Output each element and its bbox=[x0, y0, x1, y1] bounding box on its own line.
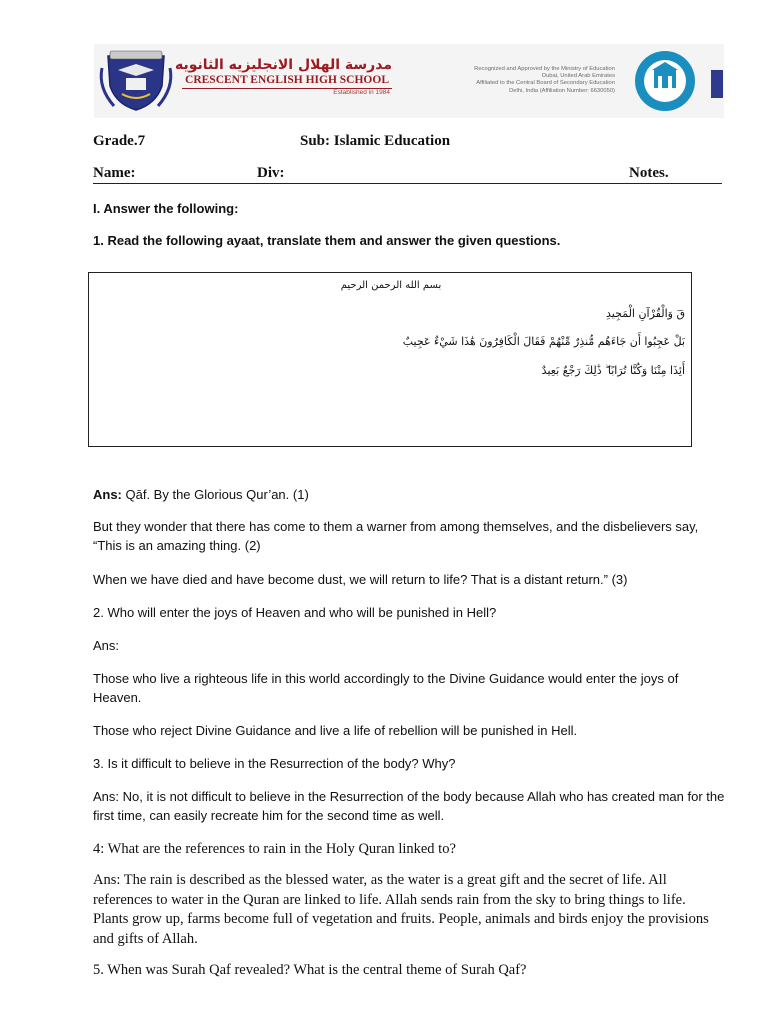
answer-text: Qāf. By the Glorious Qur’an. (1) bbox=[121, 487, 309, 502]
notes-label: Notes. bbox=[629, 165, 669, 181]
established-text: Established in 1984 bbox=[333, 89, 390, 96]
school-name-english: CRESCENT ENGLISH HIGH SCHOOL bbox=[185, 74, 389, 86]
question-2: 2. Who will enter the joys of Heaven and who will be punished in Hell? bbox=[93, 605, 497, 620]
affiliation-line: Recognized and Approved by the Ministry of Education bbox=[474, 66, 615, 72]
answer-3: Ans: No, it is not difficult to believe in the Resurrection of the body because Allah who has created man for the first time, can easily recreate him for the second time as well. bbox=[93, 789, 725, 823]
answer-1-line-3: When we have died and have become dust, we will return to life? That is a distant return.” (3) bbox=[93, 572, 628, 587]
name-label: Name: bbox=[93, 165, 136, 181]
answer-1-line-1 bbox=[93, 485, 725, 504]
school-name-arabic: مدرسة الهلال الانجليزيه الثانويه bbox=[174, 57, 392, 73]
question-1: 1. Read the following ayaat, translate them and answer the given questions. bbox=[93, 233, 561, 248]
ayah-line: بَلْ عَجِبُوا أَن جَاءَهُم مُّنذِرٌ مِّنْهُمْ فَقَالَ الْكَافِرُونَ هَٰذَا شَيْءٌ عَجِيبٌ bbox=[402, 335, 685, 348]
answer-label: Ans: bbox=[93, 487, 122, 502]
grade-label: Grade.7 bbox=[93, 133, 146, 149]
school-crest-icon bbox=[96, 48, 176, 114]
basmala: بسم الله الرحمن الرحيم bbox=[340, 280, 442, 291]
question-3: 3. Is it difficult to believe in the Resurrection of the body? Why? bbox=[93, 756, 456, 771]
div-label: Div: bbox=[257, 165, 285, 181]
section-heading: I. Answer the following: bbox=[93, 201, 239, 216]
affiliation-text bbox=[425, 66, 615, 95]
affiliation-line: Dubai, United Arab Emirates bbox=[541, 73, 615, 80]
question-4: 4: What are the references to rain in the Holy Quran linked to? bbox=[93, 841, 456, 857]
title-divider bbox=[93, 183, 722, 184]
ayat-box bbox=[88, 272, 692, 447]
cbse-logo-icon bbox=[628, 48, 702, 114]
subject-label: Sub: Islamic Education bbox=[300, 133, 451, 149]
answer-2-line-2: Those who reject Divine Guidance and live a life of rebellion will be punished in Hell. bbox=[93, 723, 578, 738]
ayah-line: قٓ وَالْقُرْآنِ الْمَجِيدِ bbox=[606, 307, 685, 320]
ayah-line: أَئِذَا مِتْنَا وَكُنَّا تُرَابًا ۖ ذَٰلِكَ رَجْعٌ بَعِيدٌ bbox=[541, 364, 685, 377]
answer-1-line-2: But they wonder that there has come to them a warner from among themselves, and the disbelievers say, “This is an amazing thing. (2) bbox=[93, 519, 699, 553]
answer-2-line-1: Those who live a righteous life in this world accordingly to the Divine Guidance would enter the joys of Heaven. bbox=[93, 671, 679, 705]
answer-2-label: Ans: bbox=[93, 638, 120, 653]
affiliation-line: Affiliated to the Central Board of Secondary Education bbox=[476, 80, 615, 87]
affiliation-line: Delhi, India (Affiliation Number: 6630050) bbox=[509, 87, 615, 94]
question-5: 5. When was Surah Qaf revealed? What is the central theme of Surah Qaf? bbox=[93, 962, 527, 978]
header-accent-tab bbox=[711, 70, 723, 98]
answer-4: Ans: The rain is described as the blessed water, as the water is a great gift and the secret of life. All references to water in the Quran are linked to life. Allah sends rain from the sky to bring things to life. Plants grow up, farms become full of vegetation and fruits. People, animals and birds enjoy the provisions and gifts of Allah. bbox=[93, 872, 709, 947]
